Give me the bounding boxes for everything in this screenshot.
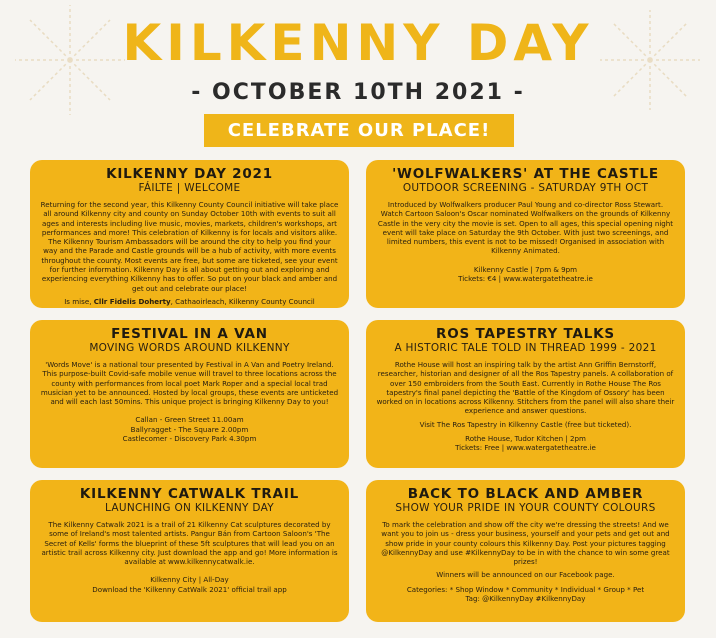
card-ros-tapestry-talks: [366, 320, 685, 468]
card-detail-line: Kilkenny Castle | 7pm & 9pm: [473, 264, 578, 274]
card-body: Returning for the second year, this Kilkenny County Council initiative will take place all around Kilkenny city and county on Sunday October 10th with events to suit all ages and interests including live music, movies, markets, children's workshops, art performances and more! This celebration of Kilkenny is for locals and visitors alike. The Kilkenny Tourism Ambassadors will be around the city to help you find your way and the Parade and Castle grounds will be a hub of activity, with more events throughout the county. Most events are free, but some are ticketed, see your event for further information. Kilkenny Day is all about getting out and exploring and experiencing everything Kilkenny has to offer. So put on your black and amber and get out and celebrate our place!: [40, 200, 339, 293]
card-detail-line: Winners will be announced on our Facebook page.: [436, 570, 615, 580]
card-kilkenny-catwalk-trail: [30, 480, 349, 622]
card-detail-line: Castlecomer - Discovery Park 4.30pm: [122, 434, 257, 444]
card-back-to-black-and-amber: [366, 480, 685, 622]
card-title: BACK TO BLACK AND AMBER: [407, 486, 644, 502]
card-kilkenny-day-2021: [30, 160, 349, 308]
card-wolfwalkers: [366, 160, 685, 308]
card-detail-line: Tickets: €4 | www.watergatetheatre.ie: [458, 274, 593, 284]
card-detail-line: Tickets: Free | www.watergatetheatre.ie: [455, 443, 596, 453]
card-detail-line: Categories: * Shop Window * Community * Individual * Group * Pet: [406, 584, 645, 594]
card-title: FESTIVAL IN A VAN: [111, 326, 268, 342]
card-title: ROS TAPESTRY TALKS: [436, 326, 615, 342]
card-detail-line: Visit The Ros Tapestry in Kilkenny Castle (free but ticketed).: [419, 419, 632, 429]
page-title: KILKENNY DAY: [122, 14, 594, 72]
card-detail-line: Tag: @KilkennyDay #KilkennyDay: [465, 594, 586, 604]
card-subtitle: SHOW YOUR PRIDE IN YOUR COUNTY COLOURS: [395, 502, 656, 514]
card-title: 'WOLFWALKERS' AT THE CASTLE: [392, 166, 659, 182]
card-body: The Kilkenny Catwalk 2021 is a trail of 21 Kilkenny Cat sculptures decorated by some of Ireland's most talented artists. Pangur Bán from Cartoon Saloon's 'The Secret of Kells' forms the blueprint of these 5ft sculptures that will lead you on an artistic trail across Kilkenny city. Just download the app and go! More information is available at www.kilkennycatwalk.ie.: [41, 520, 338, 567]
card-signature: [40, 297, 339, 306]
card-body: To mark the celebration and show off the city we're dressing the streets! And we want you to join us - dress your business, yourself and your pets and get out and show pride in your county colours this Kilkenny Day. Post your pictures tagging @KilkennyDay and use #KilkennyDay to be in with the chance to win some great prizes!: [381, 520, 670, 567]
signature-name: Cllr Fidelis Doherty: [93, 296, 171, 306]
card-detail-line: Ballyragget - The Square 2.00pm: [130, 424, 249, 434]
card-detail-line: Kilkenny City | All-Day: [150, 575, 229, 585]
signature-suffix: , Cathaoirleach, Kilkenny County Council: [170, 296, 315, 306]
card-title: KILKENNY CATWALK TRAIL: [79, 486, 300, 502]
card-title: KILKENNY DAY 2021: [106, 166, 273, 182]
card-subtitle: MOVING WORDS AROUND KILKENNY: [89, 342, 290, 354]
card-detail-line: Rothe House, Tudor Kitchen | 2pm: [465, 434, 586, 444]
card-detail-line: Download the 'Kilkenny CatWalk 2021' official trail app: [92, 584, 287, 594]
card-body: Introduced by Wolfwalkers producer Paul Young and co-director Ross Stewart. Watch Cartoon Saloon's Oscar nominated Wolfwalkers on the grounds of Kilkenny Castle in the very city the movie is set. Open to all ages, this special opening night event will take place on Saturday the 9th October. With just two screenings, and limited numbers, this event is not to be missed! Organised in association with Kilkenny Animated.: [377, 200, 674, 256]
tagline-banner: CELEBRATE OUR PLACE!: [204, 114, 514, 147]
card-body: Rothe House will host an inspiring talk by the artist Ann Griffin Bernstorff, researcher, historian and designer of all the Ros Tapestry panels. A collaboration of over 150 embroiders from the South East. Currently in Rothe House The Ros tapestry's final panel depicting the 'Battle of the Kingdom of Ossory' has been worked on in locations across Kilkenny. Stitchers from the panel will also share their experience and answer questions.: [376, 360, 675, 416]
card-subtitle: LAUNCHING ON KILKENNY DAY: [105, 502, 274, 514]
signature-prefix: Is mise,: [64, 296, 94, 306]
card-subtitle: FÁILTE | WELCOME: [138, 182, 241, 194]
card-body: 'Words Move' is a national tour presented by Festival in A Van and Poetry Ireland. This purpose-built Covid-safe mobile venue will travel to three locations across the county with performances from local poet Mark Roper and a special local trad musician yet to be announced. Hosted by local groups, these events are unticketed and will each last 50mins. This unique project is bringing Kilkenny Day to you!: [40, 360, 339, 407]
card-detail-line: Callan - Green Street 11.00am: [135, 415, 244, 425]
event-date: - OCTOBER 10TH 2021 -: [191, 80, 525, 105]
card-subtitle: A HISTORIC TALE TOLD IN THREAD 1999 - 2021: [394, 342, 657, 354]
card-festival-in-a-van: [30, 320, 349, 468]
card-subtitle: OUTDOOR SCREENING - SATURDAY 9TH OCT: [402, 182, 649, 194]
